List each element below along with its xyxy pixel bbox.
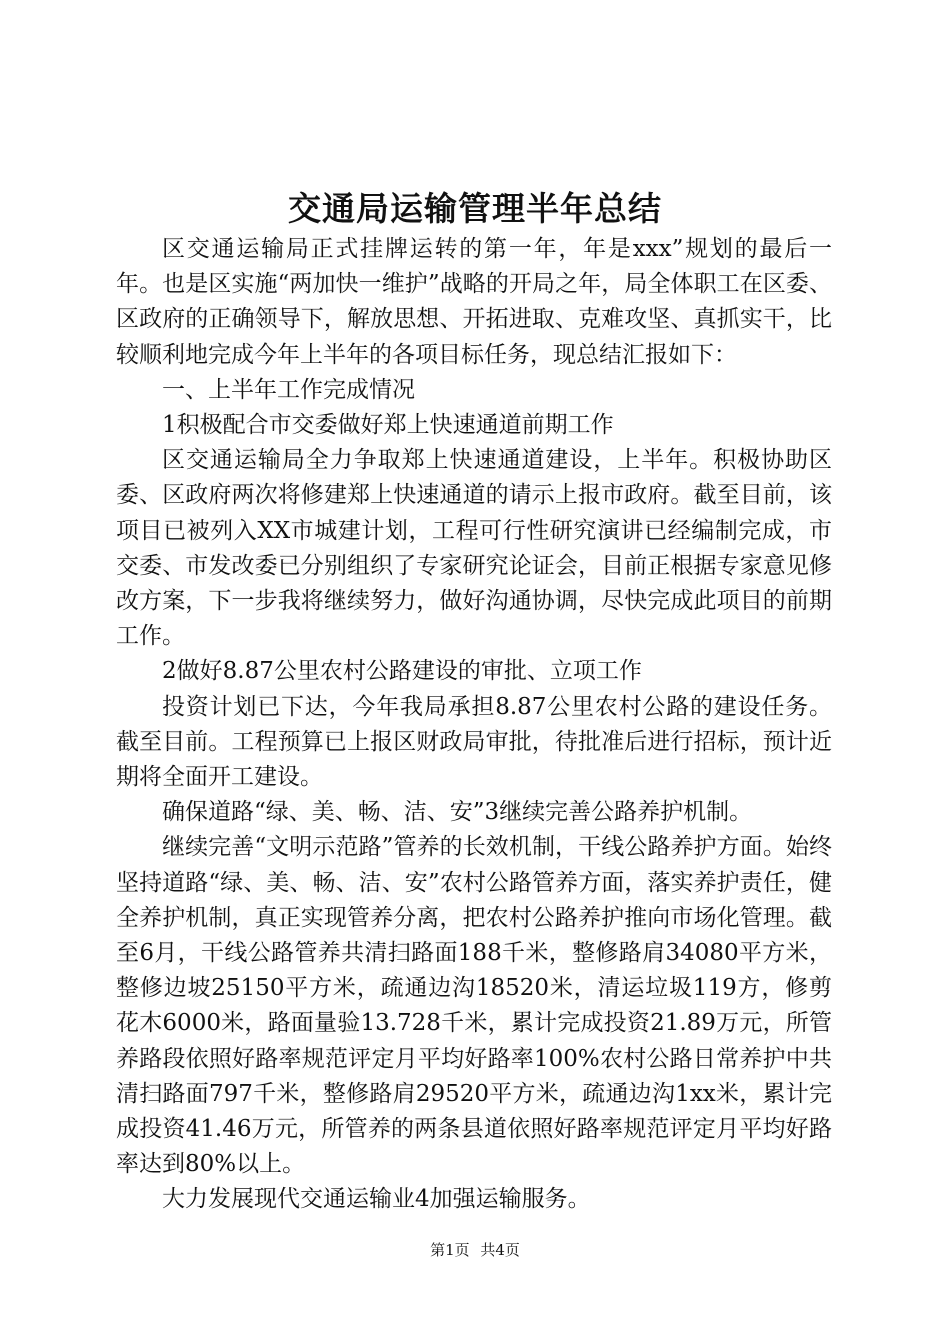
paragraph-item-2: 投资计划已下达，今年我局承担8.87公里农村公路的建设任务。截至目前。工程预算已上报区财政局审批，待批准后进行招标，预计近期将全面开工建设。	[116, 693, 832, 791]
page-footer	[0, 1240, 950, 1260]
paragraph-item-3: 继续完善“文明示范路”管养的长效机制，干线公路养护方面。始终坚持道路“绿、美、畅、洁、安”农村公路管养方面，落实养护责任，健全养护机制，真正实现管养分离，把农村公路养护推向市场化管理。截至6月，干线公路管养共清扫路面188千米，整修路肩34080平方米，整修边坡25150平方米，疏通边沟18520米，清运垃圾119方，修剪花木6000米，路面量验13.728千米，累计完成投资21.89万元，所管养路段依照好路率规范评定月平均好路率100%农村公路日常养护中共清扫路面797千米，整修路肩29520平方米，疏通边沟1xx米，累计完成投资41.46万元，所管养的两条县道依照好路率规范评定月平均好路率达到80%以上。	[116, 834, 832, 1178]
item-heading-3: 确保道路“绿、美、畅、洁、安”3继续完善公路养护机制。	[162, 799, 753, 826]
section-heading-1: 一、上半年工作完成情况	[162, 376, 415, 403]
document-title: 交通局运输管理半年总结	[288, 189, 662, 228]
item-heading-2: 2做好8.87公里农村公路建设的审批、立项工作	[162, 658, 642, 685]
item-heading-4: 大力发展现代交通运输业4加强运输服务。	[162, 1186, 591, 1213]
page-number: 第1页	[430, 1241, 470, 1259]
document-body	[116, 232, 832, 1218]
item-heading-1: 1积极配合市交委做好郑上快速通道前期工作	[162, 412, 614, 439]
page-total: 共4页	[480, 1241, 520, 1259]
paragraph-intro: 区交通运输局正式挂牌运转的第一年，年是xxx”规划的最后一年。也是区实施“两加快一维护”战略的开局之年，局全体职工在区委、区政府的正确领导下，解放思想、开拓进取、克难攻坚、真抓实干，比较顺利地完成今年上半年的各项目标任务，现总结汇报如下：	[116, 236, 832, 368]
paragraph-item-1: 区交通运输局全力争取郑上快速通道建设，上半年。积极协助区委、区政府两次将修建郑上快速通道的请示上报市政府。截至目前，该项目已被列入XX市城建计划，工程可行性研究演讲已经编制完成，市交委、市发改委已分别组织了专家研究论证会，目前正根据专家意见修改方案，下一步我将继续努力，做好沟通协调，尽快完成此项目的前期工作。	[116, 447, 832, 650]
